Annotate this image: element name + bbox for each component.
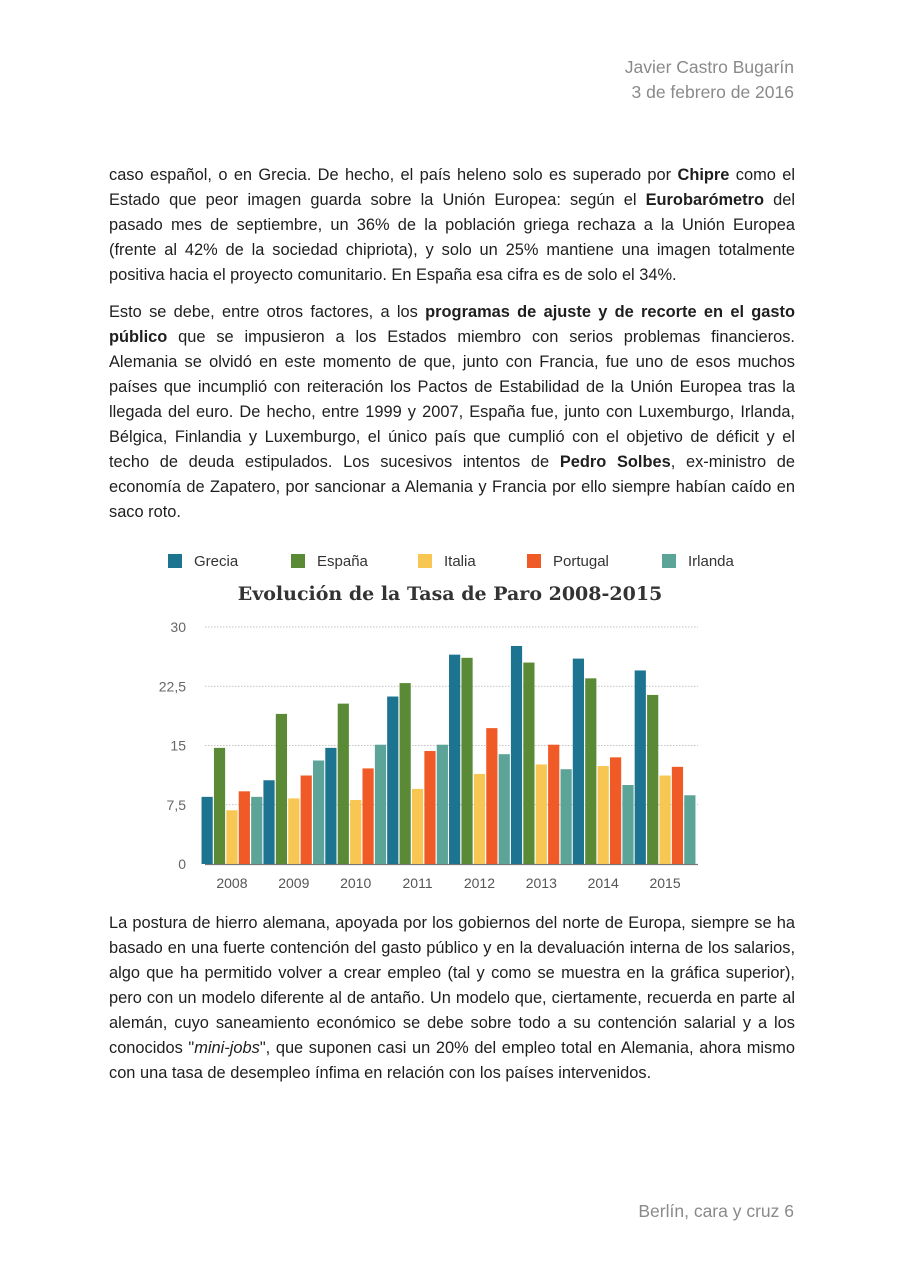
y-tick-label: 30 <box>170 619 186 635</box>
bar <box>263 780 274 864</box>
bar <box>362 768 373 864</box>
text-run: que se impusieron a los Estados miembro con serios problemas financieros. Alemania se olvidó en este momento de que, junto con Francia, fue uno de esos muchos países que incumplió con reiteración los Pactos de Estabilidad de la Unión Europea tras la llegada del euro. De hecho, entre 1999 y 2007, España fue, junto con Luxemburgo, Irlanda, Bélgica, Finlandia y Luxemburgo, el único país que cumplió con el objetivo de déficit y el techo de deuda estipulados. Los sucesivos intentos de <box>109 328 795 471</box>
legend-swatch <box>418 554 432 568</box>
bar <box>647 695 658 864</box>
bold-text: Chipre <box>677 166 730 184</box>
text-run: Esto se debe, entre otros factores, a los <box>109 303 426 321</box>
bar <box>276 714 287 864</box>
x-tick-label: 2010 <box>340 875 372 891</box>
x-tick-label: 2015 <box>649 875 681 891</box>
bar <box>635 670 646 864</box>
bar <box>561 769 572 864</box>
bar <box>536 764 547 864</box>
x-tick-label: 2013 <box>525 875 557 891</box>
paragraph <box>109 300 795 525</box>
bar <box>486 728 497 864</box>
bar <box>387 697 398 864</box>
bar <box>461 658 472 864</box>
legend-swatch <box>291 554 305 568</box>
chart-legend <box>168 551 768 571</box>
bar <box>301 776 312 864</box>
bar <box>288 798 299 864</box>
bar <box>412 789 423 864</box>
bar <box>202 797 213 864</box>
legend-item <box>168 551 238 571</box>
text-run: La postura de hierro alemana, apoyada por los gobiernos del norte de Europa, siempre se ha basado en una fuerte contención del gasto público y en la devaluación interna de los salarios, algo que ha permitido volver a crear empleo (tal y como se muestra en la gráfica superior), pero con un modelo diferente al de antaño. Un modelo que, ciertamente, recuerda en parte al alemán, cuyo saneamiento económico se debe sobre todo a su contención salarial y a los conocidos " <box>109 914 795 1057</box>
bold-text: Eurobarómetro <box>645 191 765 209</box>
bar <box>598 766 609 864</box>
bar <box>449 655 460 864</box>
text-run: como el Estado que peor imagen guarda sobre la Unión Europea: según el <box>109 166 795 209</box>
bar <box>610 757 621 864</box>
y-tick-label: 7,5 <box>166 796 186 813</box>
bar <box>474 774 485 864</box>
body-text-top <box>109 163 795 537</box>
text-run: caso español, o en Grecia. De hecho, el país heleno solo es superado por <box>109 166 678 184</box>
bar <box>400 683 411 864</box>
bar <box>239 791 250 864</box>
bar <box>214 748 225 864</box>
chart-title: Evolución de la Tasa de Paro 2008-2015 <box>237 583 663 605</box>
paragraph <box>109 163 795 288</box>
bar <box>511 646 522 864</box>
bar <box>622 785 633 864</box>
bar <box>251 797 262 864</box>
legend-item <box>662 551 734 571</box>
text-run: , ex-ministro de economía de Zapatero, por sancionar a Alemania y Francia por ello siempre habían caído en saco roto. <box>109 453 796 521</box>
y-tick-label: 22,5 <box>158 678 186 695</box>
bar <box>672 767 683 864</box>
bar <box>523 663 534 864</box>
legend-label: Irlanda <box>688 552 734 570</box>
bar <box>548 745 559 864</box>
y-tick-label: 0 <box>178 856 186 872</box>
unemployment-bar-chart <box>150 610 710 900</box>
bar <box>684 795 695 864</box>
y-tick-label: 15 <box>170 737 186 754</box>
bar <box>437 745 448 864</box>
legend-label: España <box>317 552 368 570</box>
bar <box>499 754 510 864</box>
bar <box>350 800 361 864</box>
legend-label: Grecia <box>194 552 239 570</box>
bar <box>226 810 237 864</box>
bar <box>573 659 584 864</box>
x-tick-label: 2014 <box>587 875 619 891</box>
bar <box>375 745 386 864</box>
bar <box>325 748 336 864</box>
x-tick-label: 2008 <box>216 875 248 891</box>
text-run: ", que suponen casi un 20% del empleo total en Alemania, ahora mismo con una tasa de desempleo ínfima en relación con los países intervenidos. <box>109 1039 795 1082</box>
x-tick-label: 2012 <box>463 875 496 891</box>
publish-date: 3 de febrero de 2016 <box>631 82 794 102</box>
bold-text: Pedro Solbes <box>559 453 671 471</box>
body-text-bottom <box>109 911 795 1098</box>
legend-item <box>527 551 609 571</box>
legend-label: Portugal <box>553 552 609 570</box>
italic-text: mini-jobs <box>194 1039 260 1057</box>
paragraph <box>109 911 795 1086</box>
bar <box>338 704 349 864</box>
author-name: Javier Castro Bugarín <box>624 57 794 77</box>
text-run: del pasado mes de septiembre, un 36% de la población griega rechaza a la Unión Europea (frente al 42% de la sociedad chipriota), y solo un 25% mantiene una imagen totalmente positiva hacia el proyecto comunitario. En España esa cifra es de solo el 34%. <box>109 191 795 284</box>
bold-text: programas de ajuste y de recorte en el gasto público <box>109 303 795 346</box>
legend-swatch <box>662 554 676 568</box>
bar <box>585 678 596 864</box>
legend-item <box>291 551 368 571</box>
x-tick-label: 2011 <box>402 875 433 891</box>
page-header <box>625 55 794 105</box>
legend-label: Italia <box>444 552 476 570</box>
legend-swatch <box>527 554 541 568</box>
x-tick-label: 2009 <box>278 875 310 891</box>
bar <box>313 761 324 864</box>
legend-item <box>418 551 476 571</box>
bar <box>424 751 435 864</box>
page-footer: Berlín, cara y cruz 6 <box>638 1201 794 1221</box>
bar <box>659 776 670 864</box>
legend-swatch <box>168 554 182 568</box>
